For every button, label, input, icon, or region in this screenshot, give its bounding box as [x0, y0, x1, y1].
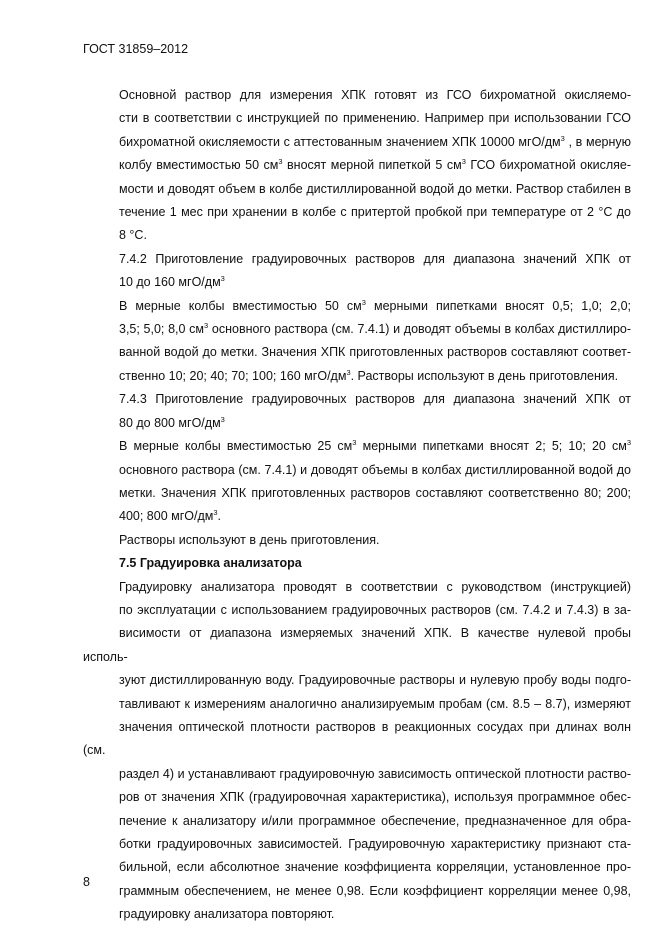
text-line: по эксплуатации с использованием градуировочных растворов (см. 7.4.2 и 7.4.3) в за-	[119, 602, 631, 617]
text-line: метки. Значения ХПК приготовленных растворов составляют соответственно 80; 200;	[119, 485, 631, 500]
text-line: ственно 10; 20; 40; 70; 100; 160 мгО/$дм^3$. Растворы используют в день приготовления.	[119, 367, 619, 383]
document-body	[83, 84, 631, 927]
superscript: 3	[278, 157, 283, 167]
text-line: Основной раствор для измерения ХПК готовят из ГСО бихроматной окисляемо-	[119, 88, 631, 102]
text-line: градуировку анализатора повторяют.	[119, 907, 335, 922]
text-line: бихроматной окисляемости с аттестованным значением ХПК 10000 мгО/$дм^3$ , в мерную	[119, 133, 631, 149]
text-line: Градуировку анализатора проводят в соответствии с руководством (инструкцией)	[119, 579, 631, 594]
paragraph-calibration	[83, 576, 631, 927]
paragraph-same-day-use	[83, 529, 631, 552]
document-header: ГОСТ 31859–2012	[83, 42, 189, 56]
text-line: основного раствора (см. 7.4.1) и доводят объемы в колбах дистиллированной водой до	[119, 462, 631, 477]
superscript: 3	[361, 297, 366, 307]
superscript: 3	[204, 321, 209, 331]
text-line: висимости от диапазона измеряемых значений ХПК. В качестве нулевой пробы исполь-	[83, 626, 631, 664]
text-line: 7.4.2 Приготовление градуировочных растворов для диапазона значений ХПК от	[119, 251, 631, 266]
superscript: 3	[560, 133, 565, 143]
text-line: 3,5; 5,0; 8,0 $см^3$ основного раствора (см. 7.4.1) и доводят объемы в колбах дистиллиро-	[119, 321, 632, 337]
text-line: колбу вместимостью 50 $см^3$ вносят мерной пипеткой 5 $см^3$ ГСО бихроматной окисляе-	[119, 157, 631, 173]
paragraph-7-4-3-body	[83, 435, 631, 529]
text-line: 400; 800 мгО/$дм^3$.	[119, 508, 222, 524]
text-line: мости и доводят объем в колбе дистиллированной водой до метки. Раствор стабилен в	[119, 181, 631, 196]
text-line: В мерные колбы вместимостью 50 $см^3$ мерными пипетками вносят 0,5; 1,0; 2,0;	[119, 297, 632, 313]
superscript: 3	[220, 414, 225, 424]
superscript: 3	[213, 508, 218, 518]
text-line: бильной, если абсолютное значение коэффициента корреляции, установленное про-	[119, 860, 631, 875]
text-line: 80 до 800 мгО/$дм^3$	[119, 414, 225, 430]
superscript: 3	[461, 157, 466, 167]
paragraph-7-4-2-body	[83, 295, 631, 389]
text-line: 7.4.3 Приготовление градуировочных растворов для диапазона значений ХПК от	[119, 392, 631, 407]
text-line: тавливают к измерениям аналогично анализируемым пробам (см. 8.5 – 8.7), измеряют	[119, 696, 631, 711]
text-line: течение 1 мес при хранении в колбе с притертой пробкой при температуре от 2 °С до	[119, 205, 631, 220]
text-line: В мерные колбы вместимостью 25 $см^3$ мерными пипетками вносят 2; 5; 10; 20 $см^3$	[119, 438, 632, 454]
text-line: 10 до 160 мгО/$дм^3$	[119, 274, 225, 290]
text-line: ров от значения ХПК (градуировочная характеристика), используя программное обес-	[119, 790, 631, 805]
text-line: ванной водой до метки. Значения ХПК приготовленных растворов составляют соответ-	[119, 345, 631, 360]
section-heading-7-5	[83, 552, 631, 575]
page-number: 8	[83, 875, 90, 889]
paragraph-7-4-3-heading	[83, 388, 631, 435]
text-line: сти в соответствии с инструкцией по применению. Например при использовании ГСО	[119, 111, 631, 126]
text-line: граммным обеспечением, не менее 0,98. Если коэффициент корреляции менее 0,98,	[119, 883, 631, 898]
superscript: 3	[352, 438, 357, 448]
text-line: 8 °С.	[119, 228, 147, 243]
text-line: печение к анализатору и/или программное обеспечение, предназначенное для обра-	[119, 813, 631, 828]
paragraph-stock-solution	[83, 84, 631, 248]
superscript: 3	[626, 438, 632, 448]
superscript: 3	[346, 367, 351, 377]
text-line: значения оптической плотности растворов в реакционных сосудах при длинах волн (см.	[83, 719, 631, 758]
text-line: зуют дистиллированную воду. Градуировочные растворы и нулевую пробу воды подго-	[119, 673, 631, 688]
text-line: ботки градуировочных зависимостей. Градуировочную характеристику признают ста-	[119, 837, 631, 851]
text-line: Растворы используют в день приготовления.	[119, 532, 380, 547]
paragraph-7-4-2-heading	[83, 248, 631, 295]
superscript: 3	[220, 274, 225, 284]
text-line: 7.5 Градуировка анализатора	[119, 556, 302, 571]
text-line: раздел 4) и устанавливают градуировочную зависимость оптической плотности раство-	[119, 766, 631, 781]
